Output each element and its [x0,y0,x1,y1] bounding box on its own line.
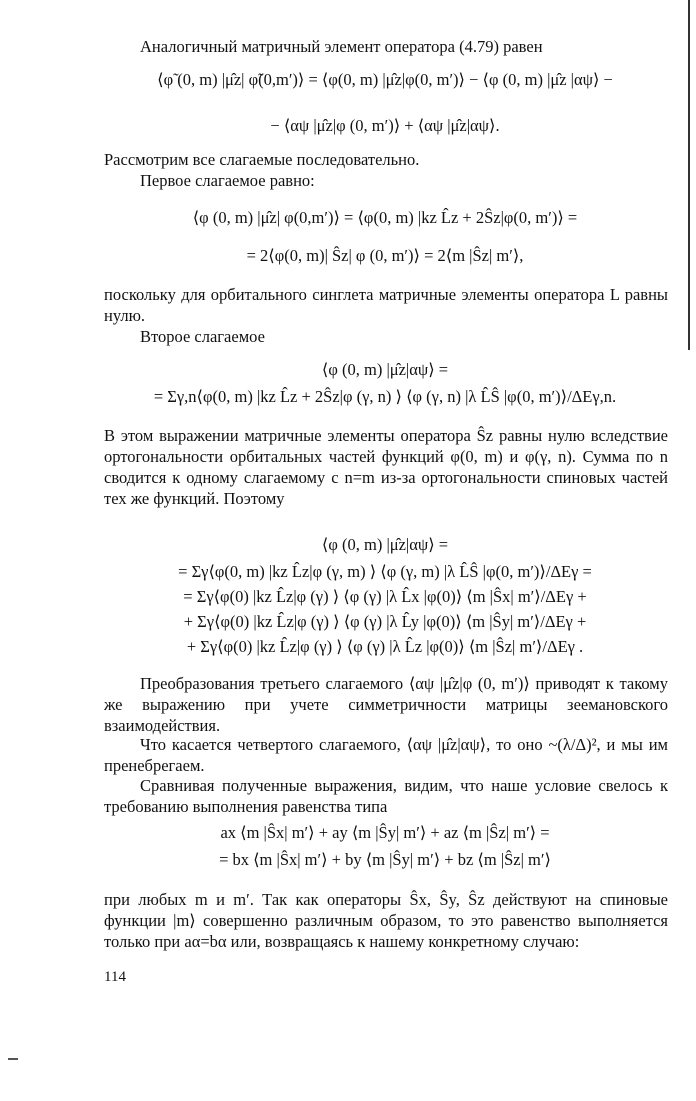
equation-7: ⟨φ (0, m) |μ̂z|αψ⟩ = [321,535,449,554]
page-number: 114 [104,969,126,985]
equation-9: = Σγ⟨φ(0) |kz L̂z|φ (γ) ⟩ ⟨φ (γ) |λ L̂x |φ(0)⟩ ⟨m |Ŝx| m′⟩/ΔEγ + [183,587,587,606]
scan-mark [8,1052,18,1060]
text-line-3: Первое слагаемое равно: [140,171,315,190]
equation-11: + Σγ⟨φ(0) |kz L̂z|φ (γ) ⟩ ⟨φ (γ) |λ L̂z |φ(0)⟩ ⟨m |Ŝz| m′⟩/ΔEγ . [186,637,584,656]
equation-5: ⟨φ (0, m) |μ̂z|αψ⟩ = [321,360,449,379]
equation-2: − ⟨αψ |μ̂z|φ (0, m′)⟩ + ⟨αψ |μ̂z|αψ⟩. [270,116,500,135]
equation-12: ax ⟨m |Ŝx| m′⟩ + ay ⟨m |Ŝy| m′⟩ + az ⟨m |Ŝz| m′⟩ = [220,823,550,842]
text-line-4: Второе слагаемое [140,327,265,346]
equation-1: ⟨φ̃ (0, m) |μ̂z| φ̃(0,m′)⟩ = ⟨φ(0, m) |μ̂z|φ(0, m′)⟩ − ⟨φ (0, m) |μ̂z |αψ⟩ − [157,70,613,89]
equation-10: + Σγ⟨φ(0) |kz L̂z|φ (γ) ⟩ ⟨φ (γ) |λ L̂y |φ(0)⟩ ⟨m |Ŝy| m′⟩/ΔEγ + [183,612,587,631]
equation-8: = Σγ⟨φ(0, m) |kz L̂z|φ (γ, m) ⟩ ⟨φ (γ, m) |λ L̂Ŝ |φ(0, m′)⟩/ΔEγ = [178,562,592,581]
text-line-1: Аналогичный матричный элемент оператора (4.79) равен [140,37,543,56]
paragraph-2: В этом выражении матричные элементы оператора Ŝz равны нулю вследствие ортогональности орбитальных частей функций φ(0, m) и φ(γ, n). Сумма по n сводится к одному слагаемому с n=m из-за ортогональности спиновых частей тех же функций. Поэтому [104,426,668,508]
margin-rule [688,0,690,350]
paragraph-6: при любых m и m′. Так как операторы Ŝx, Ŝy, Ŝz действуют на спиновые функции |m⟩ совершенно различным образом, то это равенство выполняется только при aα=bα или, возвращаясь к нашему конкретному случаю: [104,890,668,951]
equation-6: = Σγ,n⟨φ(0, m) |kz L̂z + 2Ŝz|φ (γ, n) ⟩ ⟨φ (γ, n) |λ L̂Ŝ |φ(0, m′)⟩/ΔEγ,n. [153,387,617,406]
equation-13: = bx ⟨m |Ŝx| m′⟩ + by ⟨m |Ŝy| m′⟩ + bz ⟨m |Ŝz| m′⟩ [219,850,551,869]
paragraph-3: Преобразования третьего слагаемого ⟨αψ |μ̂z|φ (0, m′)⟩ приводят к такому же выражению при учете симметричности матрицы зеемановского взаимодействия. [104,674,668,735]
equation-3: ⟨φ (0, m) |μ̂z| φ(0,m′)⟩ = ⟨φ(0, m) |kz L̂z + 2Ŝz|φ(0, m′)⟩ = [192,208,578,227]
paragraph-1: поскольку для орбитального синглета матричные элементы оператора L равны нулю. [104,285,668,325]
text-line-2: Рассмотрим все слагаемые последовательно. [104,150,420,169]
paragraph-4: Что касается четвертого слагаемого, ⟨αψ |μ̂z|αψ⟩, то оно ~(λ/Δ)², и мы им пренебрегаем. [104,735,668,775]
paragraph-5: Сравнивая полученные выражения, видим, что наше условие свелось к требованию выполнения равенства типа [104,776,668,816]
equation-4: = 2⟨φ(0, m)| Ŝz| φ (0, m′)⟩ = 2⟨m |Ŝz| m′⟩, [246,246,524,265]
